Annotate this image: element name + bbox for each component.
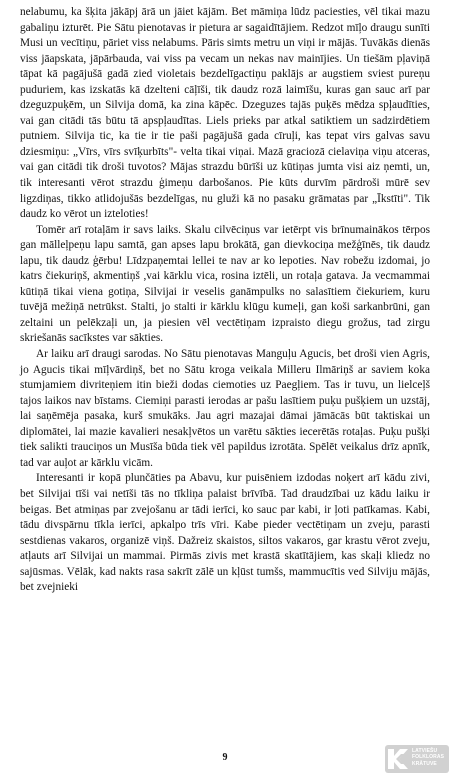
logo-text bbox=[412, 748, 448, 767]
document-body bbox=[20, 5, 430, 596]
logo-line: KRĀTUVE bbox=[412, 760, 437, 767]
paragraph-4: Interesanti ir kopā plunčāties pa Abavu, kur puisēniem izdodas noķert arī kādu zivi, bet Silvijai tīši vai netīši tās no tīkliņa palaist brīvībā. Tad draudzībai uz kādu laiku ir beigas. Bet atmiņas par zvejošanu ar tādi ierīci, ko sauc par kabi, ir ļoti patīkamas. Kabi, tādu divspārnu tīkla ierīci, apkalpo trīs vīri. Kabe pieder vectētiņam un zveju, parasti sestdienas vakaros, organizē viņš. Dažreiz skaistos, siltos vakaros, gar krastu vērot zveju, atļauts arī Silvijai un mammai. Pirmās zivis met krastā skatītājiem, kas skaļi kliedz no sajūsmas. Vēlāk, kad nakts rasa sakrīt zālē un kļūst tumšs, mammucītis ved Silviju mājās, bet zvejnieki bbox=[20, 472, 430, 594]
paragraph-3: Ar laiku arī draugi sarodas. No Sātu pienotavas Manguļu Agucis, bet droši vien Agris, jo Agucis tikai mīļvārdiņš, bet no Sātu kroga veikala Milleru Ilmāriņš ar saviem koka stumjamiem divriteņiem itin bieži dodas ciemoties uz Paegļiem. Tas ir tuvu, un lielceļš tajos laikos nav bīstams. Ciemiņi parasti ierodas ar pašu lasītiem puķu pušķiem un uzstāj, lai saņēmēja pasaka, kurš smukāks. Jau agri mazajai dāmai jāmācās būt taktiskai un diplomātei, lai mazie kavalieri nesakļvētos un varētu sākties iecerētās rotaļas. Puķu pušķi tiek salikti trauciņos un Musīša būda tiek vēl papildus izrotāta. Spēlēt veikalus drīz apnīk, tad var auļot ar kārklu vicām. bbox=[20, 348, 430, 469]
archive-logo bbox=[385, 745, 449, 773]
page-number: 9 bbox=[222, 752, 228, 763]
paragraph-1: nelabumu, ka šķita jākāpj ārā un jāiet kājām. Bet māmiņa lūdz paciesties, vēl tikai mazu gabaliņu izturēt. Pie Sātu pienotavas ir pietura ar sagaidītājiem. Redzot mīļo draugu sunīti Musi un vecītiņu, pāriet viss nelabums. Pāris simts metru un viņi ir mājās. Tuvākās dienās viss jāapskata, jāpārbauda, vai viss pa vecam un nekas nav mainījies. Un tiešām pļaviņā tāpat kā pagājušā gadā zied violetais bezdelīgactiņu paklājs ar augstiem sviest pureņu puduriem, kas izskatās kā dzelteni cāļīši, tik daudz rozā laimīšu, kuras gan sauc arī par dzeguzpuķēm, un Silvija domā, ka zina kāpēc. Dzeguzes tajās puķēs mēdza spļaudīties, vai gan citādi tās būtu tā apspļaudītas. Liels prieks par atkal satiktiem un sadzirdētiem putniem. Silvija tic, ka tie ir tie paši pagājušā gada cīruļi, kas tepat virs galvas savu dziesmiņu: „Vīrs, vīrs svīķurbīts"- velta tikai viņai. Mazā graciozā cielaviņa viņu atceras, vai gan citādi tik droši tuvotos? Mājas strazdu būrīši uz kūtiņas jumta visi aiz ņemti, un, tik interesanti vērot strazdu ģimeņu darbošanos. Pie kūts durvīm pārdroši mūrē sev ligzdiņas, tikko atlidojušās bezdelīgas, nu gluži kā no pasaku grāmatas par „Īkstīti". Tik daudz ko vērot un izteloties! bbox=[20, 6, 430, 221]
logo-line: LATVIEŠU bbox=[412, 748, 438, 754]
folklore-archive-icon bbox=[387, 748, 411, 770]
logo-line: FOLKLORAS bbox=[412, 754, 445, 761]
paragraph-2: Tomēr arī rotaļām ir savs laiks. Skalu cilvēciņus var ietērpt vis brīnumainākos tērpos gan mālleļpeņu lapu samtā, gan apses lapu brokātā, gan dievkociņa mežģīnēs, tik daudz lapu, tik daudz ģērbu! Līdzpaņemtai lellei te nav ar ko lepoties. Nav robežu izdomai, jo katrs čiekuriņš, akmentiņš ,vai kārklu vica, rosina iztēli, un rotaļa gatava. Ja vecmammai kūtiņā tikai viena gotiņa, Silvijai ir veselis ganāmpulks no salasītiem čiekuriem, kuru tuvējā mežiņā netrūkst. Stalti, jo stalti ir kārklu klūgu kumeļi, gan koši sarkanbrūni, gan zeltaini un pelēkzaļi un, ja piesien vēl vectētiņam izpraisto diegu grožus, tad zirgu skriešanās sacīkstes var sākties. bbox=[20, 223, 430, 345]
